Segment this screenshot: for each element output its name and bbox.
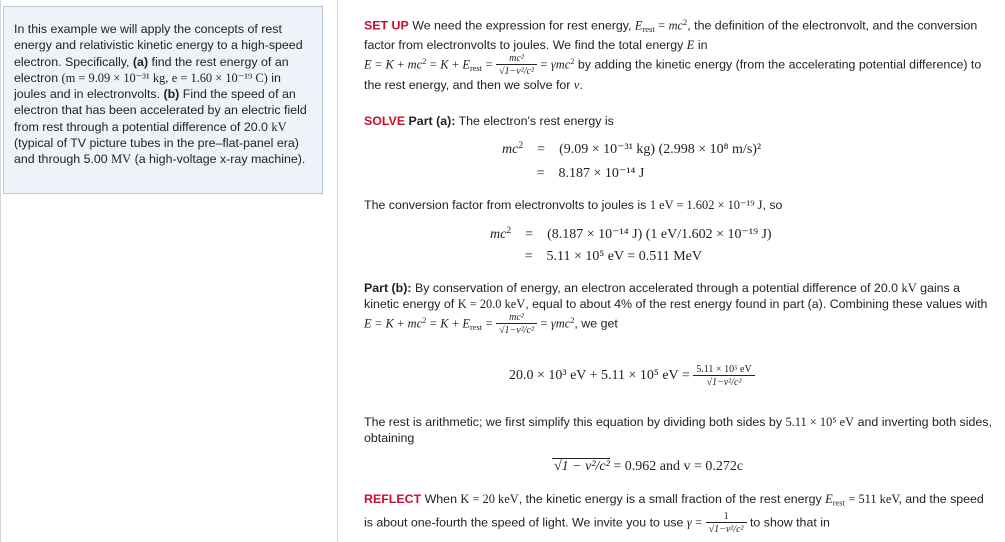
reflect-text-1: When: [424, 492, 457, 506]
solve-text-1: The electron's rest energy is: [458, 114, 614, 128]
pb-text-1: By conservation of energy, an electron accelerated through a potential difference of 20.0: [414, 281, 899, 295]
mv-unit: MV: [111, 152, 132, 167]
intro-text: In this example we will apply the concepts of rest energy and relativistic kinetic energy to a high-speed electron. Specifically,: [14, 22, 303, 69]
setup-text-3: in: [697, 38, 708, 53]
rest-energy-result: = 8.187 × 10⁻¹⁴ J: [536, 166, 645, 181]
pb-text-3: , equal to about 4% of the rest energy found in part (a). Combining these values with: [525, 297, 988, 311]
conversion-expression: 1 eV = 1.602 × 10⁻¹⁹ J: [649, 198, 763, 212]
pb-kv: kV: [901, 281, 917, 295]
eq4: = 0.962 and v = 0.272c: [613, 459, 744, 474]
part-a-label: (a): [132, 54, 149, 69]
eq3-numerator: 5.11 × 10⁵ eV: [696, 364, 752, 375]
conversion-paragraph: [364, 197, 994, 213]
speed-result-equation: √1 − v²/c² = 0.962 and v = 0.272c: [554, 459, 744, 474]
ev-conversion-result: = 5.11 × 10⁵ eV = 0.511 MeV: [524, 249, 703, 264]
part-a-heading: Part (a):: [408, 114, 456, 128]
reflect-paragraph: REFLECT When K = 20 keV, the kinetic energy is a small fraction of the rest energy $E_{rest} = 511$ keV, and the speed is about one-fourth the speed of light. We invite you to use γ = $\frac{1}{\text{√1−v²/c²}}$ to show that in: [364, 492, 984, 535]
conversion-so: , so: [762, 198, 783, 212]
setup-text-2: , the definition of the electronvolt, and the conversion factor from electronvolts to joules. We find the total energy: [364, 18, 978, 53]
part-b-text: Find the speed of an electron that has been accelerated by an electric field from rest through a potential difference of 20.0: [14, 87, 307, 134]
rest-energy-equation: $mc^2 = (9.09 \times 10^{-31}$ kg) (2.998 × 10⁸ m/s)²: [502, 141, 762, 158]
eq1-line-1: (9.09 × 10⁻³¹ kg) (2.998 × 10⁸ m/s)²: [559, 142, 762, 158]
reflect-text-4: to show that in: [749, 514, 830, 529]
arith-value: 5.11 × 10⁵ eV: [785, 415, 855, 429]
problem-statement-panel: [3, 6, 323, 194]
part-a-text: find the rest energy of an electron: [14, 54, 289, 85]
reflect-text-2: , the kinetic energy is a small fraction of the rest energy: [518, 492, 822, 506]
setup-label: SET UP: [364, 18, 409, 33]
conversion-text: The conversion factor from electronvolts to joules is: [364, 198, 647, 212]
solve-intro: [364, 113, 994, 129]
left-edge-rule: [0, 0, 1, 542]
setup-text-4: by adding the kinetic energy (from the accelerating potential difference) to the rest energy, and then we solve for: [364, 57, 982, 93]
kv-unit: kV: [271, 119, 287, 134]
arith-text-1: The rest is arithmetic; we first simplify this equation by dividing both sides by: [364, 415, 783, 429]
solve-label: SOLVE: [364, 114, 406, 128]
energy-balance-equation: 20.0 × 10³ eV + 5.11 × 10⁵ eV = $\frac{\text{5.11 × 10⁵ eV}}{\text{√1−v²/c²}}$: [509, 364, 755, 388]
mass-expression: (m = 9.09 × 10⁻³¹ kg,: [61, 70, 169, 85]
part-b-paragraph: Part (b): By conservation of energy, an electron accelerated through a potential difference of 20.0 kV gains a kinetic energy of K = 20.0 keV, equal to about 4% of the rest energy found in part (a). Combining these values with $E = K + mc^2 = K + E_{rest}$ = $\frac{\text{mc²}}{\text{√1−v²/c²}}$ = γmc$^2$, we get: [364, 281, 988, 337]
charge-expression: e = 1.60 × 10⁻¹⁹ C): [171, 70, 268, 85]
arith-text-2: and inverting both sides, obtaining: [364, 415, 992, 445]
setup-text-1: We need the expression for rest energy,: [412, 18, 632, 33]
pb-text-4: , we get: [574, 316, 618, 331]
arithmetic-paragraph: [364, 414, 994, 446]
eq3-left: 20.0 × 10³ eV + 5.11 × 10⁵ eV =: [509, 368, 690, 384]
reflect-text-3: and the speed is about one-fourth the speed of light. We invite you to use: [364, 492, 984, 529]
column-divider: [337, 0, 338, 542]
pb-text-2: gains a kinetic energy of: [364, 281, 961, 311]
reflect-erest-value: = 511 keV,: [848, 492, 902, 506]
reflect-label: REFLECT: [364, 492, 422, 506]
eq2-line-1: (8.187 × 10⁻¹⁴ J) (1 eV/1.602 × 10⁻¹⁹ J): [547, 227, 772, 243]
pb-k-value: K = 20.0 keV: [457, 297, 526, 311]
eq2-line-2: 5.11 × 10⁵ eV = 0.511 MeV: [546, 249, 703, 264]
reflect-k-value: K = 20 keV: [460, 492, 519, 506]
eq1-line-2: 8.187 × 10⁻¹⁴ J: [558, 166, 645, 181]
part-b-text-2: (typical of TV picture tubes in the pre–flat-panel era) and through 5.00: [14, 136, 299, 167]
part-b-text-3: (a high-voltage x-ray machine).: [134, 152, 306, 167]
part-b-label: (b): [163, 87, 180, 102]
after-charge-text: in joules and in electronvolts.: [14, 70, 281, 102]
setup-paragraph: SET UP We need the expression for rest energy, $E_{rest} = mc^2$, the definition of the electronvolt, and the conversion factor from electronvolts to joules. We find the total energy E in $E = K + mc^2 = K + E_{rest}$ = $\frac{\text{mc²}}{\text{√1−v²/c²}}$ = γmc$^2$ by adding the kinetic energy (from the accelerating potential difference) to the rest energy, and then we solve for v.: [364, 17, 982, 93]
ev-conversion-equation: $mc^2 = (8.187 \times 10^{-14}$ J) (1 eV/1.602 × 10⁻¹⁹ J): [490, 226, 772, 243]
part-b-heading: Part (b):: [364, 281, 412, 295]
